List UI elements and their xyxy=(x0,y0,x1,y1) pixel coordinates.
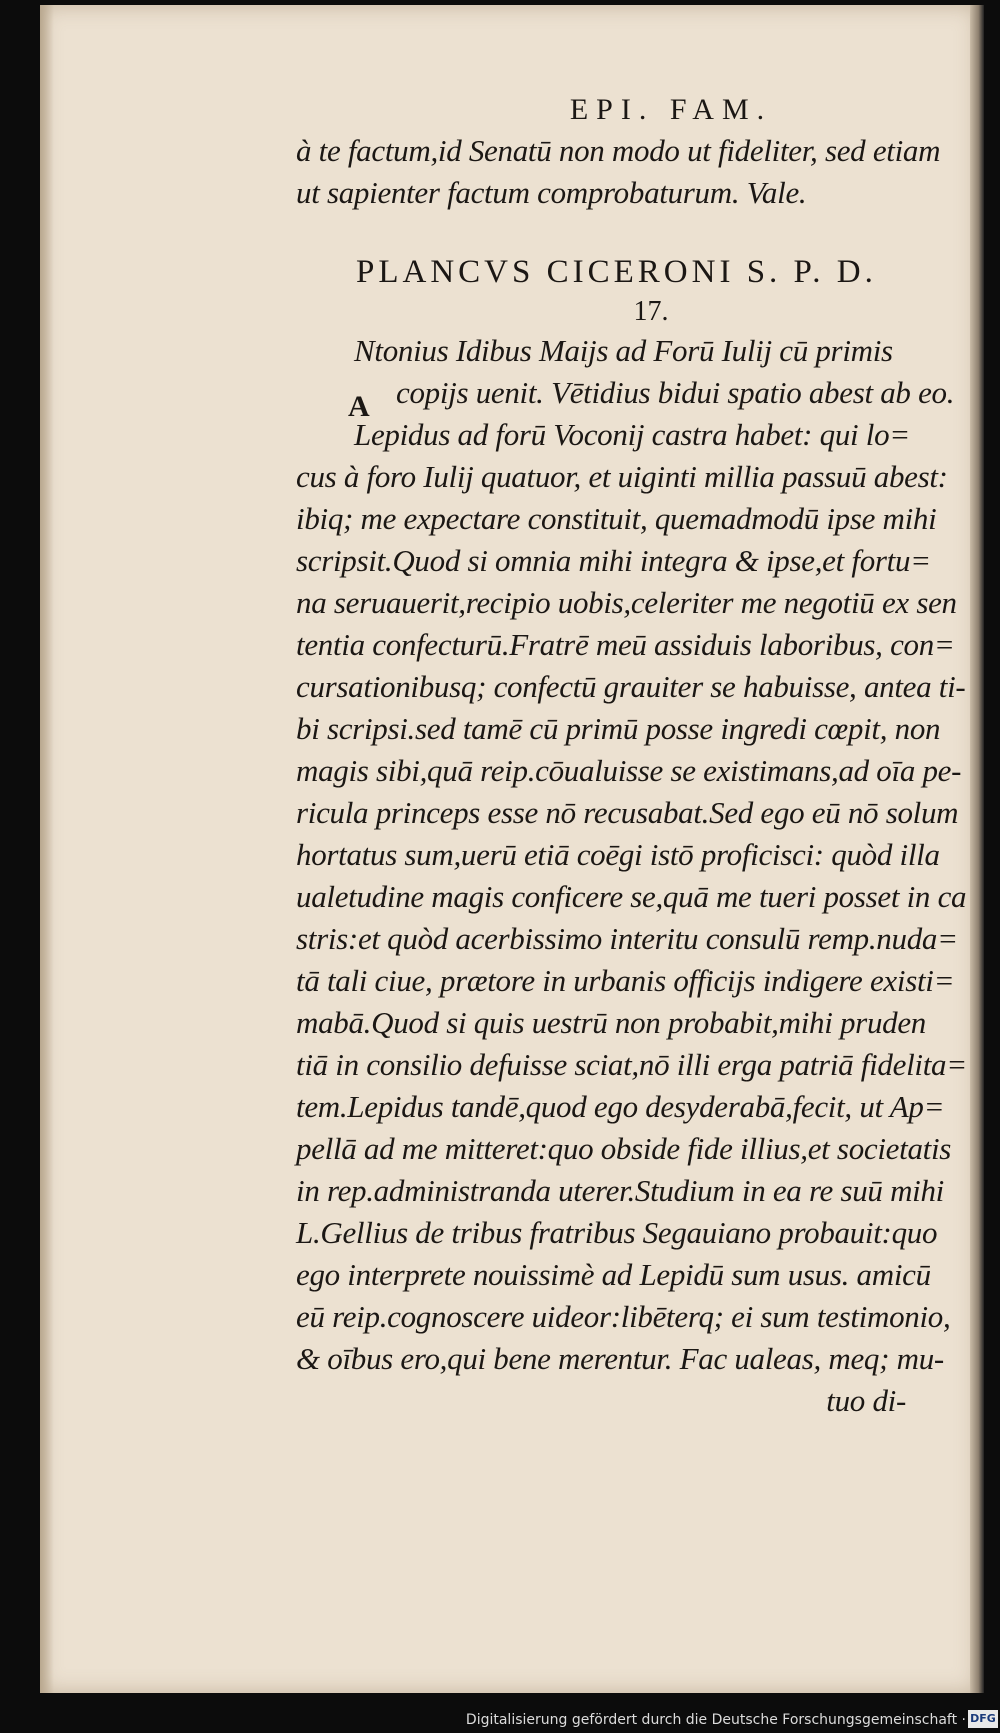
text-line: cursationibusq; confectū grauiter se habuisse, antea ti- xyxy=(296,669,966,704)
text-line: ualetudine magis conficere se,quā me tueri posset in ca xyxy=(296,879,967,914)
letter-heading: PLANCVS CICERONI S. P. D. xyxy=(356,254,877,290)
text-line: tiā in consilio defuisse sciat,nō illi erga patriā fidelita= xyxy=(296,1047,967,1082)
text-line: pellā ad me mitteret:quo obside fide illius,et societatis xyxy=(296,1131,952,1166)
text-line: eū reip.cognoscere uideor:libēterq; ei sum testimonio, xyxy=(296,1299,951,1334)
text-line: stris:et quòd acerbissimo interitu consulū remp.nuda= xyxy=(296,921,958,956)
digitization-credit: Digitalisierung gefördert durch die Deutsche Forschungsgemeinschaft · xyxy=(465,1712,966,1728)
text-line: tentia confecturū.Fratrē meū assiduis laboribus, con= xyxy=(296,627,955,662)
text-line: tā tali ciue, prætore in urbanis officijs indigere existi= xyxy=(296,963,955,998)
letter-number: 17. xyxy=(633,296,669,327)
text-line: ricula princeps esse nō recusabat.Sed ego eū nō solum xyxy=(296,795,959,830)
text-line: Lepidus ad forū Voconij castra habet: qui lo= xyxy=(354,417,910,452)
text-line: bi scripsi.sed tamē cū primū posse ingredi cœpit, non xyxy=(296,711,941,746)
text-line: cus à foro Iulij quatuor, et uiginti millia passuū abest: xyxy=(296,459,948,494)
page-text-block xyxy=(296,90,966,1422)
text-line: L.Gellius de tribus fratribus Segauiano probauit:quo xyxy=(296,1215,938,1250)
text-line: na seruauerit,recipio uobis,celeriter me negotiū ex sen xyxy=(296,585,957,620)
catchword: tuo di- xyxy=(826,1383,906,1418)
text-line: hortatus sum,uerū etiā coēgi istō proficisci: quòd illa xyxy=(296,837,940,872)
text-line: mabā.Quod si quis uestrū non probabit,mihi pruden xyxy=(296,1005,927,1040)
text-line: in rep.administranda uterer.Studium in ea re suū mihi xyxy=(296,1173,944,1208)
text-line: ut sapienter factum comprobaturum. Vale. xyxy=(296,175,807,210)
text-line: ego interprete nouissimè ad Lepidū sum usus. amicū xyxy=(296,1257,931,1292)
text-line: Ntonius Idibus Maijs ad Forū Iulij cū primis xyxy=(354,333,893,368)
text-line: scripsit.Quod si omnia mihi integra & ipse,et fortu= xyxy=(296,543,931,578)
text-line: copijs uenit. Vētidius bidui spatio abest ab eo. xyxy=(396,375,955,410)
book-spine xyxy=(970,5,984,1693)
running-head: EPI. FAM. xyxy=(569,93,773,126)
text-line: ibiq; me expectare constituit, quemadmodū ipse mihi xyxy=(296,501,937,536)
text-line: & oībus ero,qui bene merentur. Fac ualeas, meq; mu- xyxy=(296,1341,944,1376)
text-line: magis sibi,quā reip.cōualuisse se existimans,ad oīa pe- xyxy=(296,753,962,788)
text-line: à te factum,id Senatū non modo ut fideliter, sed etiam xyxy=(296,133,941,168)
page-shadow-edge xyxy=(40,5,54,1693)
dfg-logo-icon: DFG xyxy=(968,1710,998,1728)
text-line: tem.Lepidus tandē,quod ego desyderabā,fecit, ut Ap= xyxy=(296,1089,945,1124)
drop-cap-initial: A xyxy=(348,390,370,423)
